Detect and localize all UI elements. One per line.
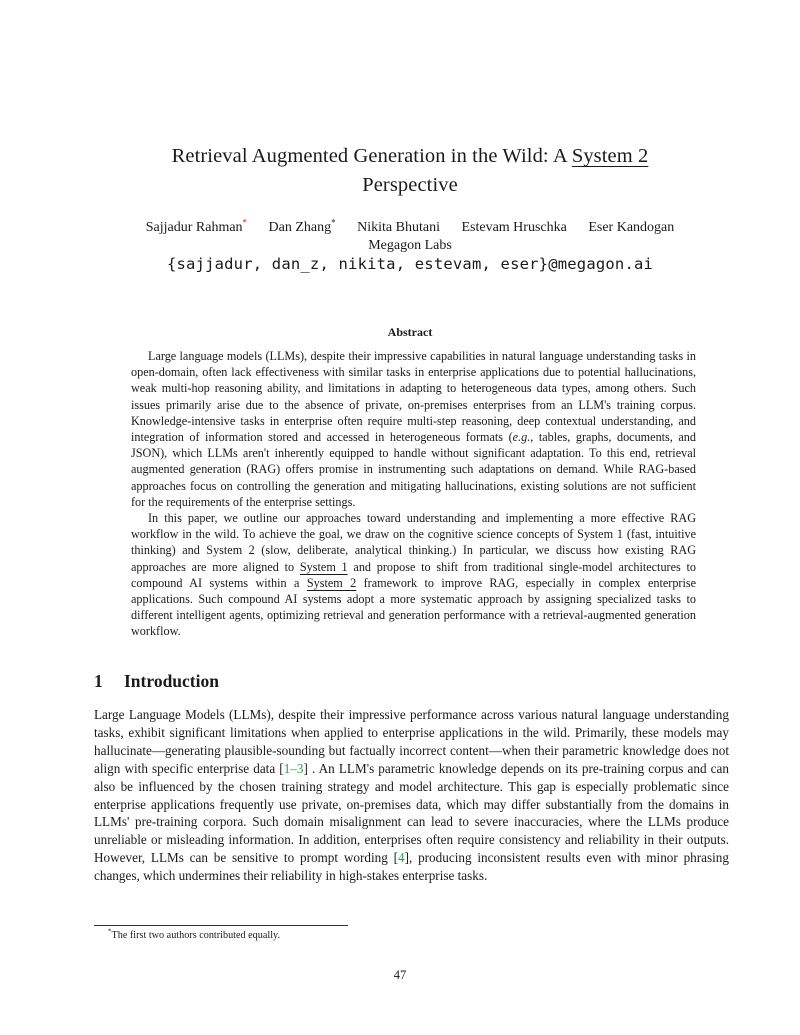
abstract-paragraph: Large language models (LLMs), despite their impressive capabilities in natural language understanding tasks in open-domain, often lack effectiveness with similar tasks in enterprise applications due to potential hallucinations, weak multi-hop reasoning ability, and limitations in adapting to heterogeneous data types, among others. Such issues primarily arise due to the absence of private, on-premises enterprises from an LLM's training corpus. Knowledge-intensive tasks in enterprise often require multi-step reasoning, deep contextual understanding, and integration of information stored and accessed in heterogeneous formats (e.g., tables, graphs, documents, and JSON), which LLMs aren't inherently equipped to handle without significant adaptation. To this end, retrieval augmented generation (RAG) offers promise in instrumenting such adaptations on demand. While RAG-based approaches focus on controlling the generation and mitigating hallucinations, existing solutions are not sufficient for the requirements of the enterprise settings. bbox=[131, 349, 696, 509]
footnote-mark: * bbox=[108, 927, 112, 936]
section-heading bbox=[94, 671, 219, 692]
author-mark: * bbox=[242, 217, 248, 228]
body-paragraph: Large Language Models (LLMs), despite their impressive performance across various natural language understanding tasks, exhibit significant limitations when applied to enterprise applications in the wild. Primarily, these models may hallucinate—generating plausible-sounding but factually incorrect content—when their parametric knowledge does not align with specific enterprise data [1–3] . An LLM's parametric knowledge depends on its pre-training corpus and can also be influenced by the chosen training strategy and model architecture. This gap is especially problematic since enterprise applications frequently use private, on-premises data, which may differ substantially from the domains in LLMs' pre-training corpora. Such domain misalignment can lead to severe inaccuracies, where the LLMs produce unreliable or misleading information. In addition, enterprises often require consistency and reliability in their outputs. However, LLMs can be sensitive to prompt wording [4], producing inconsistent results even with minor phrasing changes, which undermines their reliability in high-stakes enterprise tasks. bbox=[94, 707, 729, 884]
author: Dan Zhang* bbox=[268, 217, 336, 235]
author: Nikita Bhutani bbox=[357, 220, 440, 235]
title-text-line2: Perspective bbox=[362, 174, 458, 196]
underlined-term: System 2 bbox=[306, 575, 357, 590]
affiliation: Megagon Labs bbox=[368, 238, 452, 253]
author: Sajjadur Rahman* bbox=[145, 217, 248, 235]
citation-link[interactable]: 1–3 bbox=[283, 760, 304, 776]
author-emails: {sajjadur, dan_z, nikita, estevam, eser}@megagon.ai bbox=[166, 255, 654, 273]
citation-link[interactable]: 4 bbox=[398, 850, 405, 866]
paper-title bbox=[100, 142, 720, 200]
abstract-heading: Abstract bbox=[387, 325, 433, 339]
introduction-body bbox=[94, 706, 729, 885]
footnote-rule bbox=[94, 925, 348, 926]
author: Estevam Hruschka bbox=[461, 220, 567, 235]
author-mark: * bbox=[331, 217, 336, 228]
author: Eser Kandogan bbox=[588, 220, 675, 235]
title-text: Retrieval Augmented Generation in the Wild: A bbox=[171, 145, 572, 167]
underlined-term: System 1 bbox=[299, 559, 348, 574]
page-number: 47 bbox=[393, 968, 407, 982]
abstract-paragraph: In this paper, we outline our approaches toward understanding and implementing a more effective RAG workflow in the wild. To achieve the goal, we draw on the cognitive science concepts of System 1 (fast, intuitive thinking) and System 2 (slow, deliberate, analytical thinking.) In particular, we discuss how existing RAG approaches are more aligned to System 1 and propose to shift from traditional single-model architectures to compound AI systems within a System 2 framework to improve RAG, especially in complex enterprise applications. Such compound AI systems adopt a more systematic approach by assigning specialized tasks to different intelligent agents, optimizing retrieval and generation performance with a retrieval-augmented generation workflow. bbox=[131, 511, 697, 639]
author-list bbox=[60, 219, 760, 237]
footnote: *The first two authors contributed equally. bbox=[108, 927, 281, 941]
section-number: 1 bbox=[94, 671, 103, 691]
section-title: Introduction bbox=[124, 671, 219, 691]
abstract-body bbox=[131, 348, 696, 640]
title-underlined-term: System 2 bbox=[571, 145, 649, 167]
